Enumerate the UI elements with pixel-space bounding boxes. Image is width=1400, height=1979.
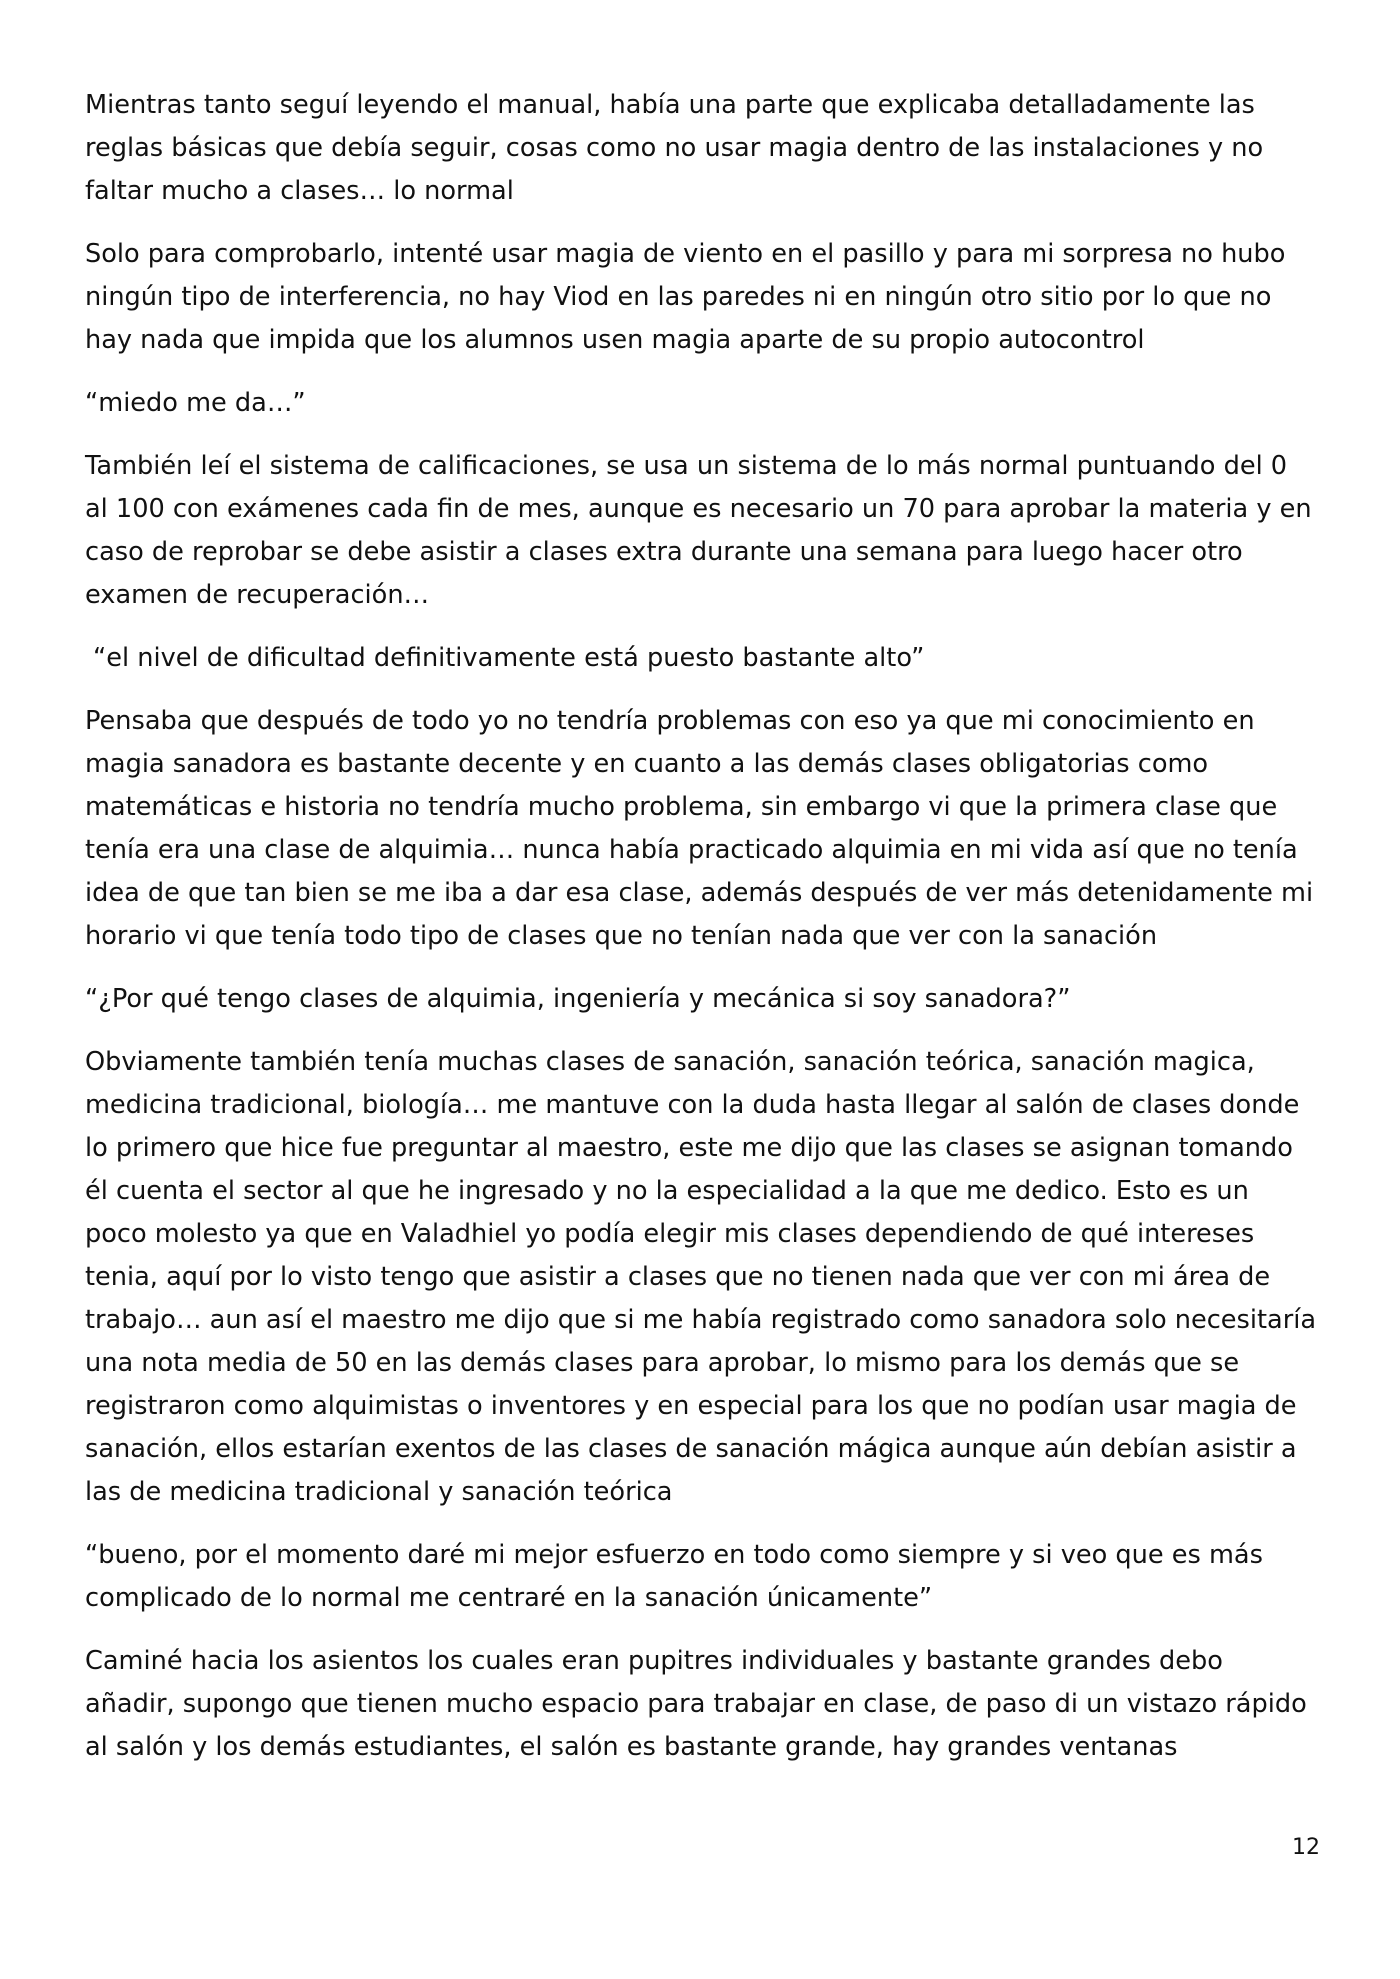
paragraph: Caminé hacia los asientos los cuales eran pupitres individuales y bastante grandes debo añadir, supongo que tienen mucho espacio para trabajar en clase, de paso di un vistazo rápido al salón y los demás estudiantes, el salón es bastante grande, hay grandes ventanas	[85, 1646, 1307, 1762]
paragraph: Solo para comprobarlo, intenté usar magia de viento en el pasillo y para mi sorpresa no hubo ningún tipo de interferencia, no hay Viod en las paredes ni en ningún otro sitio por lo que no hay nada que impida que los alumnos usen magia aparte de su propio autocontrol	[85, 239, 1286, 355]
dialogue-line: “el nivel de dificultad definitivamente está puesto bastante alto”	[93, 643, 925, 673]
page-body	[85, 84, 1317, 1789]
paragraph: Pensaba que después de todo yo no tendría problemas con eso ya que mi conocimiento en magia sanadora es bastante decente y en cuanto a las demás clases obligatorias como matemáticas e historia no tendría mucho problema, sin embargo vi que la primera clase que tenía era una clase de alquimia… nunca había practicado alquimia en mi vida así que no tenía idea de que tan bien se me iba a dar esa clase, además después de ver más detenidamente mi horario vi que tenía todo tipo de clases que no tenían nada que ver con la sanación	[85, 706, 1314, 951]
page-number: 12	[1292, 1835, 1320, 1860]
paragraph: También leí el sistema de calificaciones, se usa un sistema de lo más normal puntuando del 0 al 100 con exámenes cada fin de mes, aunque es necesario un 70 para aprobar la materia y en caso de reprobar se debe asistir a clases extra durante una semana para luego hacer otro examen de recuperación…	[85, 451, 1312, 610]
dialogue-line: “¿Por qué tengo clases de alquimia, ingeniería y mecánica si soy sanadora?”	[85, 984, 1071, 1014]
dialogue-line: “miedo me da…”	[85, 388, 306, 418]
paragraph: Obviamente también tenía muchas clases de sanación, sanación teórica, sanación magica, medicina tradicional, biología… me mantuve con la duda hasta llegar al salón de clases donde lo primero que hice fue preguntar al maestro, este me dijo que las clases se asignan tomando él cuenta el sector al que he ingresado y no la especialidad a la que me dedico. Esto es un poco molesto ya que en Valadhiel yo podía elegir mis clases dependiendo de qué intereses tenia, aquí por lo visto tengo que asistir a clases que no tienen nada que ver con mi área de trabajo… aun así el maestro me dijo que si me había registrado como sanadora solo necesitaría una nota media de 50 en las demás clases para aprobar, lo mismo para los demás que se registraron como alquimistas o inventores y en especial para los que no podían usar magia de sanación, ellos estarían exentos de las clases de sanación mágica aunque aún debían asistir a las de medicina tradicional y sanación teórica	[85, 1047, 1317, 1507]
paragraph: Mientras tanto seguí leyendo el manual, había una parte que explicaba detalladamente las reglas básicas que debía seguir, cosas como no usar magia dentro de las instalaciones y no faltar mucho a clases… lo normal	[85, 90, 1264, 206]
dialogue-line: “bueno, por el momento daré mi mejor esfuerzo en todo como siempre y si veo que es más complicado de lo normal me centraré en la sanación únicamente”	[85, 1540, 1263, 1613]
